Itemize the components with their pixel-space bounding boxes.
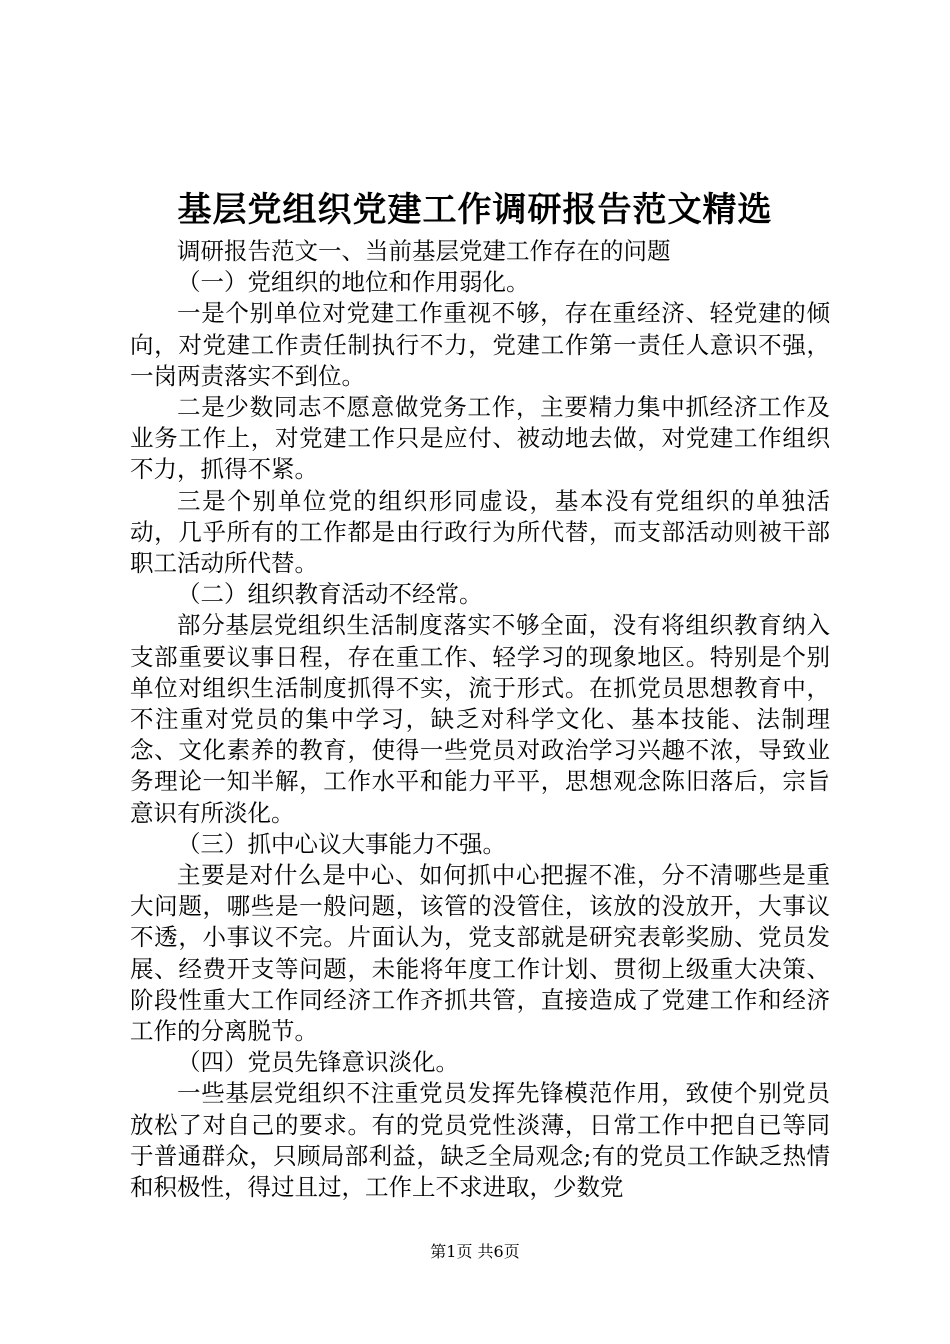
paragraph: 一些基层党组织不注重党员发挥先锋模范作用，致使个别党员放松了对自己的要求。有的党员党性淡薄，日常工作中把自已等同于普通群众，只顾局部利益，缺乏全局观念;有的党员工作缺乏热情和积极性，得过且过，工作上不求进取，少数党: [130, 1079, 830, 1202]
section-heading: （四）党员先锋意识淡化。: [177, 1048, 459, 1077]
section-heading: （二）组织教育活动不经常。: [177, 580, 483, 609]
paragraph: 一是个别单位对党建工作重视不够，存在重经济、轻党建的倾向，对党建工作责任制执行不力，党建工作第一责任人意识不强，一岗两责落实不到位。: [130, 299, 830, 390]
document-body: [130, 236, 830, 1203]
paragraph: 主要是对什么是中心、如何抓中心把握不准，分不清哪些是重大问题，哪些是一般问题，该管的没管住，该放的没放开，大事议不透，小事议不完。片面认为，党支部就是研究表彰奖励、党员发展、经费开支等问题，未能将年度工作计划、贯彻上级重大决策、阶段性重大工作同经济工作齐抓共管，直接造成了党建工作和经济工作的分离脱节。: [130, 861, 830, 1046]
section-heading: （一）党组织的地位和作用弱化。: [177, 268, 530, 297]
section-heading: （三）抓中心议大事能力不强。: [177, 829, 506, 858]
document-title: 基层党组织党建工作调研报告范文精选: [177, 190, 773, 230]
page-footer: 第1页 共6页: [430, 1242, 520, 1261]
paragraph: 二是少数同志不愿意做党务工作，主要精力集中抓经济工作及业务工作上，对党建工作只是应付、被动地去做，对党建工作组织不力，抓得不紧。: [130, 393, 830, 484]
paragraph: 部分基层党组织生活制度落实不够全面，没有将组织教育纳入支部重要议事日程，存在重工作、轻学习的现象地区。特别是个别单位对组织生活制度抓得不实，流于形式。在抓党员思想教育中，不注重对党员的集中学习，缺乏对科学文化、基本技能、法制理念、文化素养的教育，使得一些党员对政治学习兴趣不浓，导致业务理论一知半解，工作水平和能力平平，思想观念陈旧落后，宗旨意识有所淡化。: [130, 611, 830, 827]
paragraph: 调研报告范文一、当前基层党建工作存在的问题: [177, 237, 671, 265]
paragraph: 三是个别单位党的组织形同虚设，基本没有党组织的单独活动，几乎所有的工作都是由行政行为所代替，而支部活动则被干部职工活动所代替。: [130, 486, 830, 578]
